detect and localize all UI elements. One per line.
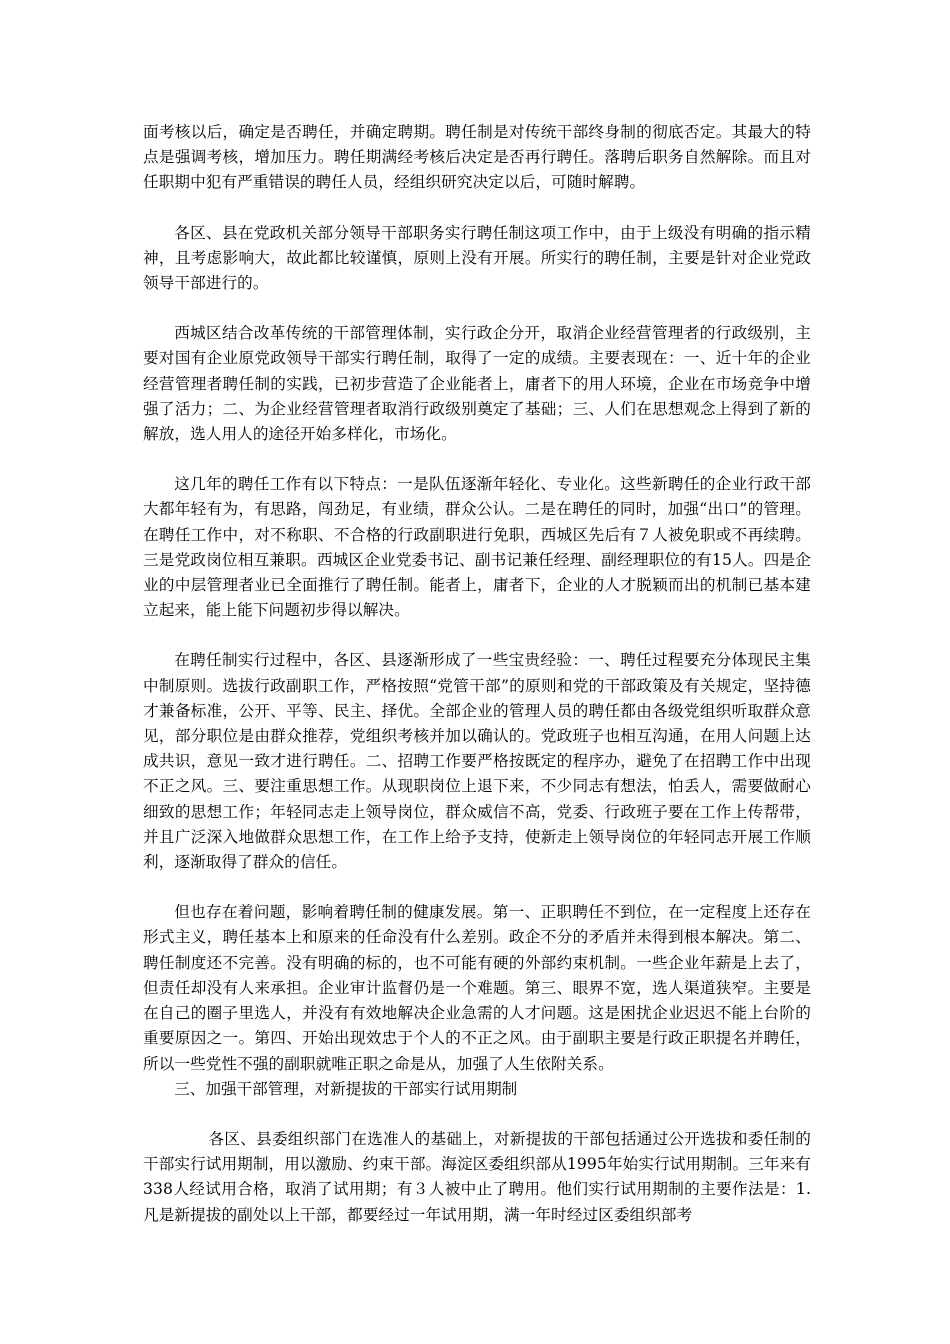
paragraph-spacer (143, 196, 811, 221)
paragraph-spacer (143, 1102, 811, 1127)
paragraph-6: 但也存在着问题，影响着聘任制的健康发展。第一、正职聘任不到位，在一定程度上还存在形式主义，聘任基本上和原来的任命没有什么差别。政企不分的矛盾并未得到根本解决。第二、聘任制度还不完善。没有明确的标的，也不可能有硬的外部约束机制。一些企业年薪是上去了，但责任却没有人来承担。企业审计监督仍是一个难题。第三、眼界不宽，选人渠道狭窄。主要是在自己的圈子里选人，并没有有效地解决企业急需的人才问题。这是困扰企业迟迟不能上台阶的重要原因之一。第四、开始出现效忠于个人的不正之风。由于副职主要是行政正职提名并聘任，所以一些党性不强的副职就唯正职之命是从，加强了人生依附关系。 (143, 903, 811, 1073)
document-body (143, 120, 811, 1228)
paragraph-4: 这几年的聘任工作有以下特点：一是队伍逐渐年轻化、专业化。这些新聘任的企业行政干部大都年轻有为，有思路，闯劲足，有业绩，群众公认。二是在聘任的同时，加强“出口”的管理。在聘任工作中，对不称职、不合格的行政副职进行免职，西城区先后有７人被免职或不再续聘。三是党政岗位相互兼职。西城区企业党委书记、副书记兼任经理、副经理职位的有15人。四是企业的中层管理者业已全面推行了聘任制。能者上，庸者下，企业的人才脱颖而出的机制已基本建立起来，能上能下问题初步得以解决。 (143, 475, 811, 620)
paragraph-spacer (143, 447, 811, 472)
paragraph-7: 各区、县委组织部门在选准人的基础上，对新提拔的干部包括通过公开选拔和委任制的干部实行试用期制，用以激励、约束干部。海淀区委组织部从1995年始实行试用期制。三年来有338人经试用合格，取消了试用期；有３人被中止了聘用。他们实行试用期制的主要作法是：1.凡是新提拔的副处以上干部，都要经过一年试用期，满一年时经过区委组织部考 (143, 1129, 811, 1224)
paragraph-spacer (143, 296, 811, 321)
paragraph-2: 各区、县在党政机关部分领导干部职务实行聘任制这项工作中，由于上级没有明确的指示精神，且考虑影响大，故此都比较谨慎，原则上没有开展。所实行的聘任制，主要是针对企业党政领导干部进行的。 (143, 223, 811, 293)
paragraph-spacer (143, 875, 811, 900)
section-heading: 三、加强干部管理，对新提拔的干部实行试用期制 (174, 1079, 518, 1098)
paragraph-5: 在聘任制实行过程中，各区、县逐渐形成了一些宝贵经验：一、聘任过程要充分体现民主集中制原则。选拔行政副职工作，严格按照“党管干部”的原则和党的干部政策及有关规定，坚持德才兼备标准，公开、平等、民主、择优。全部企业的管理人员的聘任都由各级党组织听取群众意见，部分职位是由群众推荐，党组织考核并加以确认的。党政班子也相互沟通，在用人问题上达成共识，意见一致才进行聘任。二、招聘工作要严格按既定的程序办，避免了在招聘工作中出现不正之风。三、要注重思想工作。从现职岗位上退下来，不少同志有想法，怕丢人，需要做耐心细致的思想工作；年轻同志走上领导岗位，群众威信不高，党委、行政班子要在工作上传帮带，并且广泛深入地做群众思想工作，在工作上给予支持，使新走上领导岗位的年轻同志开展工作顺利，逐渐取得了群众的信任。 (143, 651, 811, 872)
paragraph-3: 西城区结合改革传统的干部管理体制，实行政企分开，取消企业经营管理者的行政级别，主要对国有企业原党政领导干部实行聘任制，取得了一定的成绩。主要表现在：一、近十年的企业经营管理者聘任制的实践，已初步营造了企业能者上，庸者下的用人环境，企业在市场竞争中增强了活力；二、为企业经营管理者取消行政级别奠定了基础；三、人们在思想观念上得到了新的解放，选人用人的途径开始多样化，市场化。 (143, 324, 811, 444)
paragraph-spacer (143, 623, 811, 648)
paragraph-1: 面考核以后，确定是否聘任，并确定聘期。聘任制是对传统干部终身制的彻底否定。其最大的特点是强调考核，增加压力。聘任期满经考核后决定是否再行聘任。落聘后职务自然解除。而且对任职期中犯有严重错误的聘任人员，经组织研究决定以后，可随时解聘。 (143, 123, 811, 192)
